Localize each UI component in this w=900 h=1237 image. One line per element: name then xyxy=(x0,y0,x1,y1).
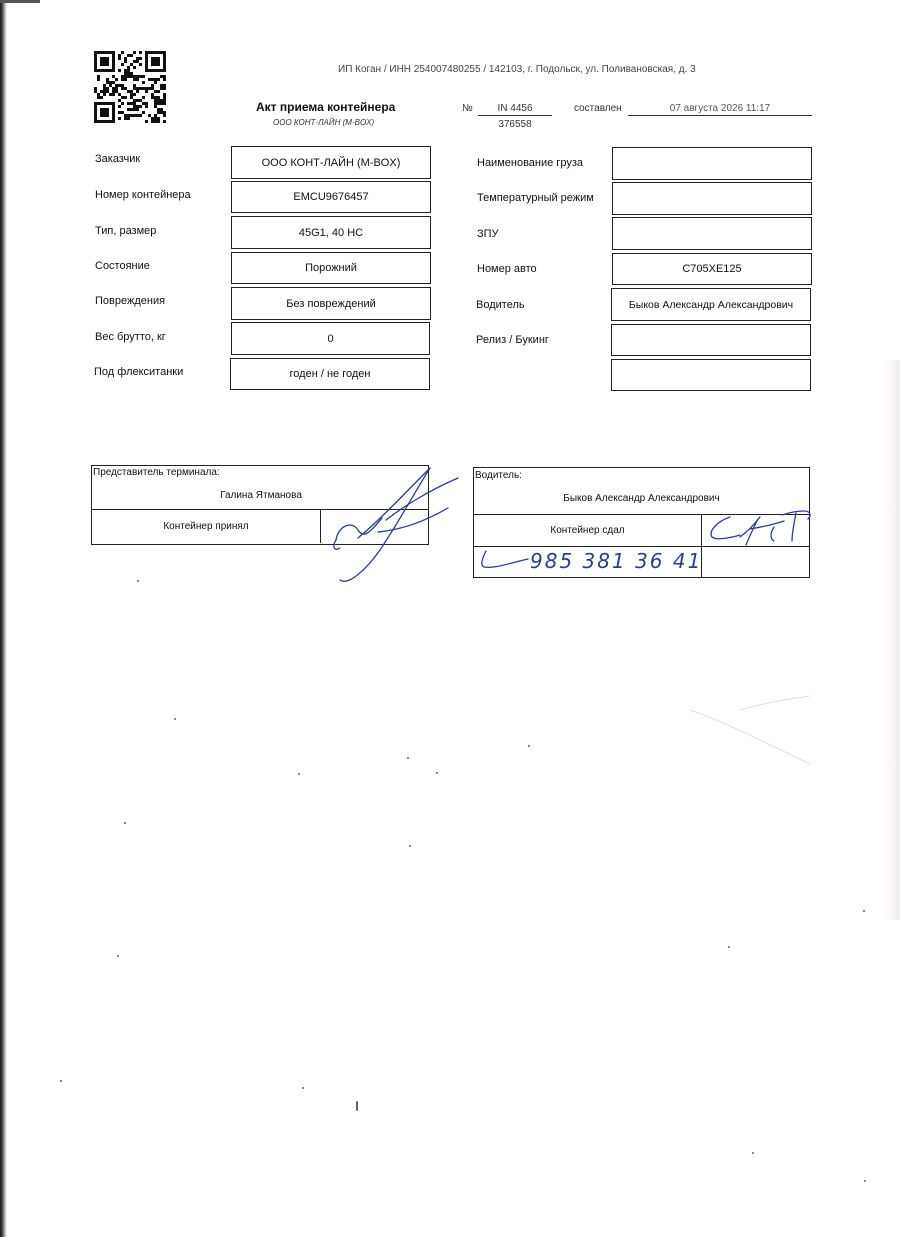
scan-edge-right xyxy=(882,360,900,920)
type-size-label: Тип, размер xyxy=(95,225,157,237)
document-title: Акт приема контейнера xyxy=(256,100,396,114)
driver-signature xyxy=(700,505,820,555)
terminal-representative-name: Галина Ятманова xyxy=(220,490,302,501)
damage-field: Без повреждений xyxy=(231,287,431,320)
container-number-label: Номер контейнера xyxy=(95,189,191,201)
driver-field: Быков Александр Александрович xyxy=(611,288,811,321)
document-number: IN 4456 xyxy=(478,103,552,116)
handwritten-phone: 985 381 36 41 xyxy=(530,549,703,573)
document-subtitle: ООО КОНТ-ЛАЙН (M-BOX) xyxy=(273,118,375,127)
release-booking-field xyxy=(611,324,811,356)
driver-handover-label: Контейнер сдал xyxy=(474,515,702,546)
temperature-field xyxy=(612,182,812,215)
gross-weight-field: 0 xyxy=(231,322,430,355)
seal-label: ЗПУ xyxy=(477,228,499,240)
extra-field xyxy=(611,359,811,391)
condition-label: Состояние xyxy=(95,260,150,272)
container-number-field: EMCU9676457 xyxy=(231,181,431,213)
cargo-name-label: Наименование груза xyxy=(477,157,583,169)
scan-edge-top xyxy=(0,0,40,3)
terminal-accept-label: Контейнер принял xyxy=(92,510,321,543)
driver-block-title: Водитель: xyxy=(475,470,522,481)
vehicle-number-field: С705ХЕ125 xyxy=(612,253,812,285)
customer-field: ООО КОНТ-ЛАЙН (M-BOX) xyxy=(231,146,431,179)
condition-field: Порожний xyxy=(231,252,431,284)
qr-code-icon xyxy=(94,51,166,123)
customer-label: Заказчик xyxy=(95,153,141,165)
composed-date: 07 августа 2026 11:17 xyxy=(628,103,812,116)
driver-name: Быков Александр Александрович xyxy=(563,493,720,504)
vehicle-number-label: Номер авто xyxy=(477,263,537,275)
scan-smudge xyxy=(680,690,820,770)
phone-prefix-stroke xyxy=(474,547,534,575)
release-booking-label: Релиз / Букинг xyxy=(476,334,549,346)
seal-field xyxy=(612,217,812,250)
document-number-sub: 376558 xyxy=(498,119,532,130)
composed-label: составлен xyxy=(574,103,622,114)
type-size-field: 45G1, 40 HC xyxy=(231,216,431,249)
gross-weight-label: Вес брутто, кг xyxy=(95,331,166,343)
number-sign: № xyxy=(462,103,473,114)
terminal-block-title: Представитель терминала: xyxy=(93,467,220,478)
terminal-signature xyxy=(320,460,460,590)
company-header: ИП Коган / ИНН 254007480255 / 142103, г. Подольск, ул. Поливановская, д. 3 xyxy=(338,64,696,75)
flexitank-label: Под флекситанки xyxy=(94,366,184,378)
driver-label: Водитель xyxy=(476,299,525,311)
damage-label: Повреждения xyxy=(95,295,166,307)
temperature-label: Температурный режим xyxy=(477,192,594,204)
cargo-name-field xyxy=(612,147,812,180)
scan-edge-left xyxy=(0,0,7,1237)
flexitank-field: годен / не годен xyxy=(230,358,430,390)
